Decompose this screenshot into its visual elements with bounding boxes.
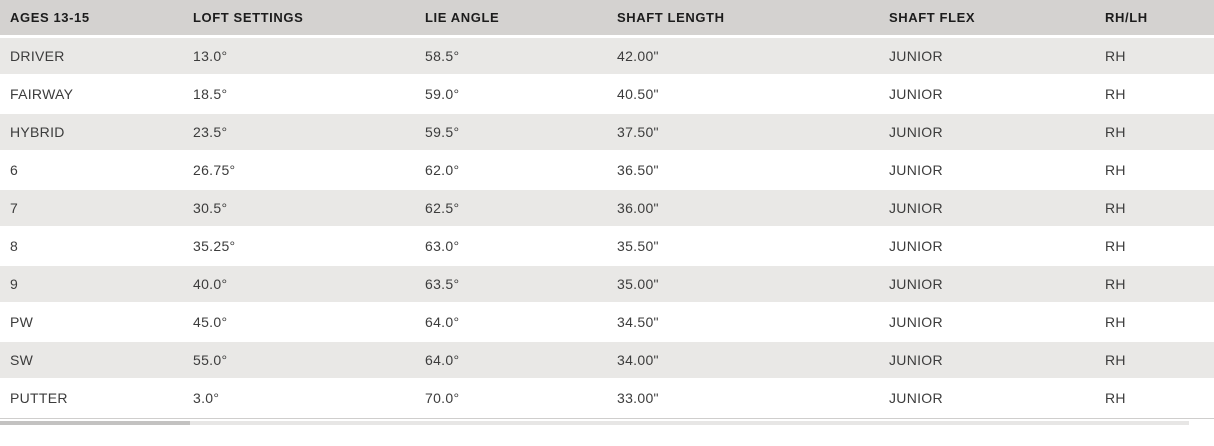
cell-shaft-length: 35.50" xyxy=(617,228,889,266)
cell-hand: RH xyxy=(1105,190,1214,228)
table-row-7-iron xyxy=(0,190,1214,228)
cell-lie: 59.0° xyxy=(425,76,617,114)
cell-lie: 63.0° xyxy=(425,228,617,266)
column-header-hand: RH/LH xyxy=(1105,0,1214,38)
table-row-pw xyxy=(0,304,1214,342)
cell-lie: 59.5° xyxy=(425,114,617,152)
cell-hand: RH xyxy=(1105,342,1214,380)
cell-hand: RH xyxy=(1105,304,1214,342)
cell-loft: 23.5° xyxy=(193,114,425,152)
cell-club: 6 xyxy=(0,152,193,190)
cell-shaft-flex: JUNIOR xyxy=(889,380,1105,418)
cell-shaft-length: 36.50" xyxy=(617,152,889,190)
cell-club: 9 xyxy=(0,266,193,304)
cell-shaft-flex: JUNIOR xyxy=(889,152,1105,190)
cell-shaft-length: 33.00" xyxy=(617,380,889,418)
cell-lie: 58.5° xyxy=(425,38,617,76)
table-row-sw xyxy=(0,342,1214,380)
cell-loft: 30.5° xyxy=(193,190,425,228)
cell-shaft-flex: JUNIOR xyxy=(889,266,1105,304)
cell-club: PW xyxy=(0,304,193,342)
table-bottom-divider xyxy=(0,418,1214,419)
cell-loft: 40.0° xyxy=(193,266,425,304)
cell-shaft-length: 37.50" xyxy=(617,114,889,152)
cell-hand: RH xyxy=(1105,228,1214,266)
cell-shaft-length: 40.50" xyxy=(617,76,889,114)
cell-shaft-flex: JUNIOR xyxy=(889,38,1105,76)
table-row-8-iron xyxy=(0,228,1214,266)
cell-loft: 3.0° xyxy=(193,380,425,418)
cell-shaft-flex: JUNIOR xyxy=(889,114,1105,152)
cell-hand: RH xyxy=(1105,266,1214,304)
cell-lie: 70.0° xyxy=(425,380,617,418)
cell-loft: 35.25° xyxy=(193,228,425,266)
cell-shaft-length: 35.00" xyxy=(617,266,889,304)
cell-lie: 62.0° xyxy=(425,152,617,190)
cell-hand: RH xyxy=(1105,76,1214,114)
cell-club: FAIRWAY xyxy=(0,76,193,114)
cell-club: 7 xyxy=(0,190,193,228)
cell-lie: 63.5° xyxy=(425,266,617,304)
cell-club: PUTTER xyxy=(0,380,193,418)
cell-lie: 64.0° xyxy=(425,342,617,380)
cell-hand: RH xyxy=(1105,38,1214,76)
cell-loft: 26.75° xyxy=(193,152,425,190)
column-header-lie: LIE ANGLE xyxy=(425,0,617,38)
cell-club: HYBRID xyxy=(0,114,193,152)
table-body xyxy=(0,38,1214,418)
table-row-9-iron xyxy=(0,266,1214,304)
cell-club: SW xyxy=(0,342,193,380)
cell-shaft-length: 42.00" xyxy=(617,38,889,76)
table-row-fairway xyxy=(0,76,1214,114)
cell-loft: 18.5° xyxy=(193,76,425,114)
cell-shaft-flex: JUNIOR xyxy=(889,342,1105,380)
cell-shaft-flex: JUNIOR xyxy=(889,190,1105,228)
cell-shaft-length: 34.00" xyxy=(617,342,889,380)
column-header-shaft-flex: SHAFT FLEX xyxy=(889,0,1105,38)
cell-shaft-flex: JUNIOR xyxy=(889,304,1105,342)
cell-lie: 64.0° xyxy=(425,304,617,342)
cell-lie: 62.5° xyxy=(425,190,617,228)
scrollbar-thumb[interactable] xyxy=(0,421,190,425)
cell-shaft-flex: JUNIOR xyxy=(889,76,1105,114)
table-row-driver xyxy=(0,38,1214,76)
horizontal-scrollbar[interactable] xyxy=(0,421,1189,425)
cell-loft: 55.0° xyxy=(193,342,425,380)
column-header-ages: AGES 13-15 xyxy=(0,0,193,38)
header-row xyxy=(0,0,1214,38)
cell-shaft-length: 34.50" xyxy=(617,304,889,342)
column-header-shaft-length: SHAFT LENGTH xyxy=(617,0,889,38)
cell-hand: RH xyxy=(1105,114,1214,152)
cell-club: DRIVER xyxy=(0,38,193,76)
cell-shaft-length: 36.00" xyxy=(617,190,889,228)
cell-loft: 45.0° xyxy=(193,304,425,342)
cell-loft: 13.0° xyxy=(193,38,425,76)
table-row-hybrid xyxy=(0,114,1214,152)
table-row-putter xyxy=(0,380,1214,418)
column-header-loft: LOFT SETTINGS xyxy=(193,0,425,38)
cell-hand: RH xyxy=(1105,380,1214,418)
table-header xyxy=(0,0,1214,38)
table-row-6-iron xyxy=(0,152,1214,190)
cell-club: 8 xyxy=(0,228,193,266)
cell-hand: RH xyxy=(1105,152,1214,190)
cell-shaft-flex: JUNIOR xyxy=(889,228,1105,266)
